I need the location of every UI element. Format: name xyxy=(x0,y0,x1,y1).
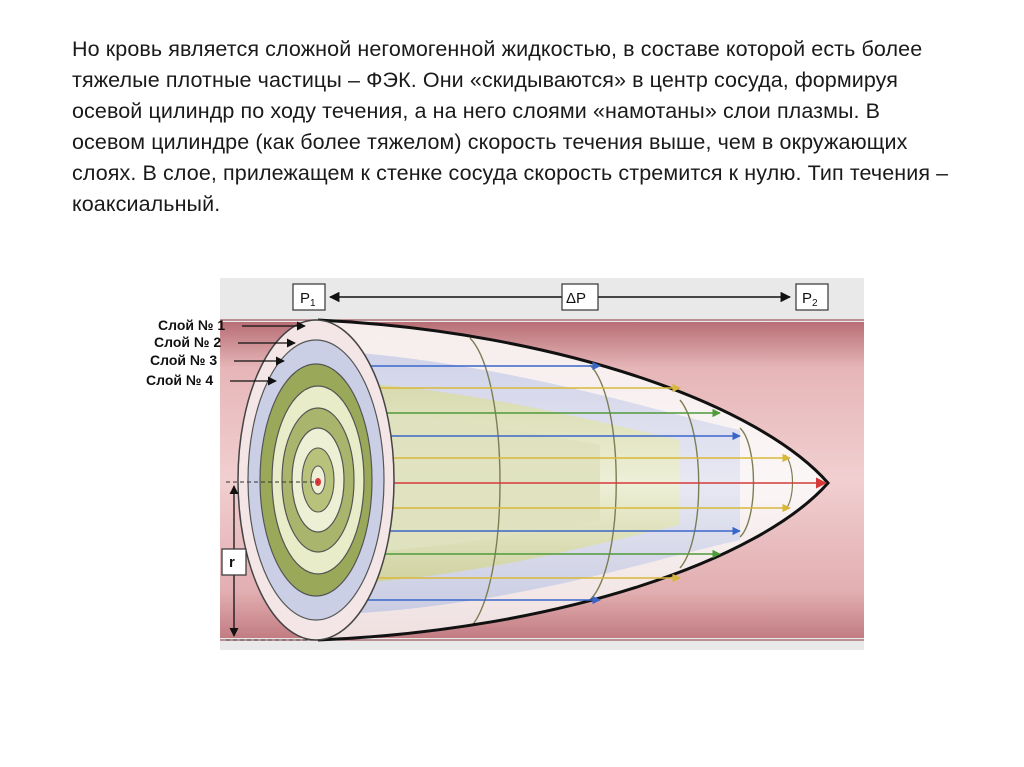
layer-label: Слой № 4 xyxy=(146,372,214,388)
cross-section xyxy=(238,320,394,640)
delta-p-label: ΔP xyxy=(566,290,587,307)
radius-label: r xyxy=(229,554,235,571)
layer-label: Слой № 2 xyxy=(154,334,222,350)
layer-label: Слой № 3 xyxy=(150,352,218,368)
layer-label: Слой № 1 xyxy=(158,317,226,333)
p2-label: $P_2$ xyxy=(802,290,818,309)
slide-text: Но кровь является сложной негомогенной жидкостью, в составе которой есть более тяжелые плотные частицы – ФЭК. Они «скидываются» в центр сосуда, формируя осевой цилиндр по ходу течения, а на него слоями «намотаны» слои плазмы. В осевом цилиндре (как более тяжелом) скорость течения выше, чем в окружающих слоях. В слое, прилежащем к стенке сосуда скорость стремится к нулю. Тип течения – коаксиальный. xyxy=(72,37,949,216)
p1-label: $P_1$ xyxy=(300,290,316,309)
